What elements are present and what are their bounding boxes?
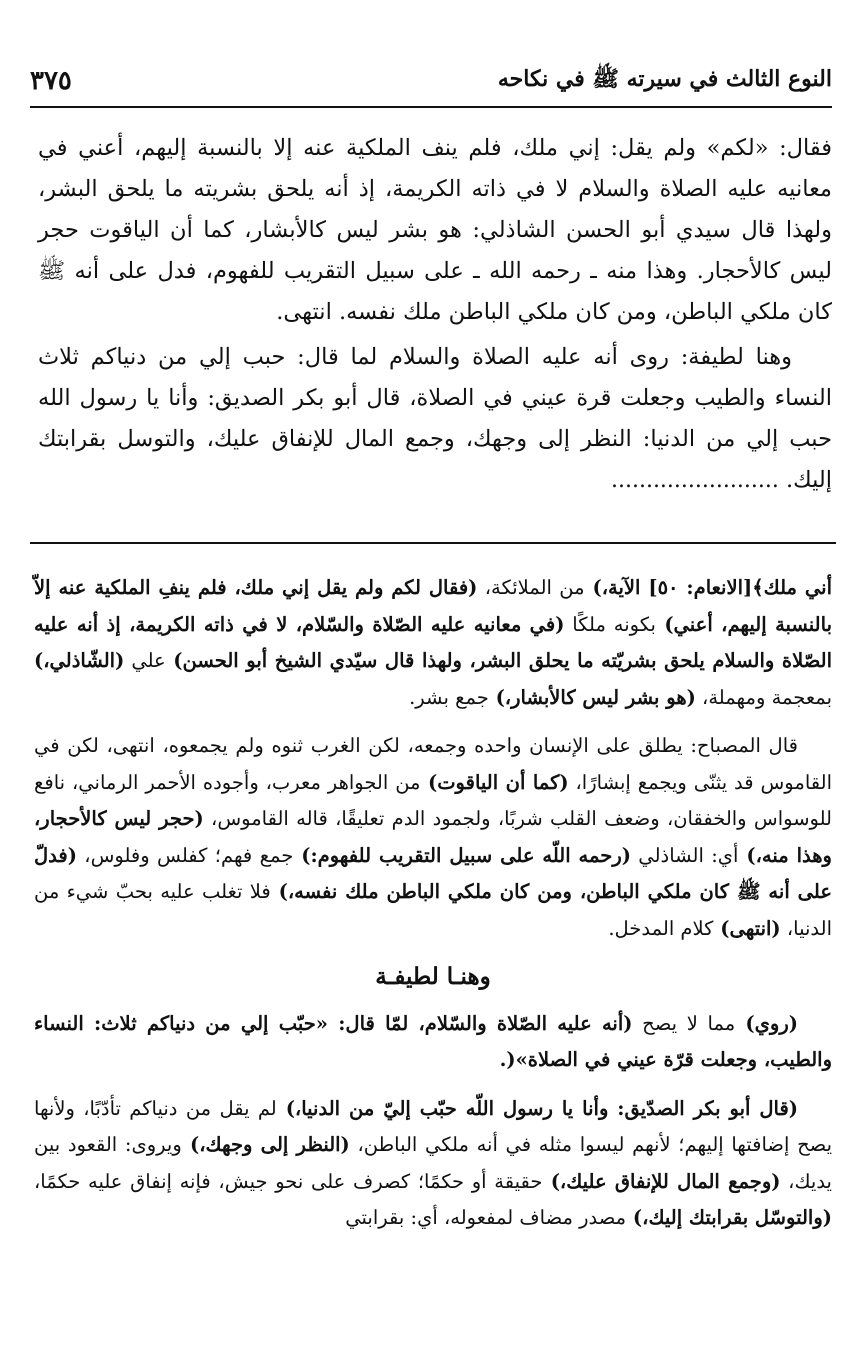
commentary-text-segment: بكونه ملكًا [564,612,656,636]
main-paragraph-1: فقال: «لكم» ولم يقل: إني ملك، فلم ينف الملكية عنه إلا بالنسبة إليهم، أعني في معانيه عليه الصلاة والسلام لا في ذاته الكريمة، إذ أنه يلحق بشريته ما يلحق البشر، ولهذا قال سيدي أبو الحسن الشاذلي: هو بشر ليس كالأبشار، كما أن الياقوت حجر ليس كالأحجار. وهذا منه ـ رحمه الله ـ على سبيل التقريب للفهوم، فدل على أنه ﷺ كان ملكي الباطن، ومن كان ملكي الباطن ملك نفسه. انتهى. [38,135,832,325]
footnote-separator [30,542,836,544]
quoted-text-segment: (فدلّ على أنه ﷺ كان ملكي الباطن، ومن كان ملكي الباطن ملك نفسه،) [34,843,832,903]
quoted-text-segment: (قال أبو بكر الصدّيق: وأنا يا رسول اللّه حبّب إليّ من الدنيا،) [276,1096,798,1120]
commentary-text-segment: قال المصباح: يطلق على الإنسان واحده وجمعه، لكن الغرب ثنوه ولم يجمعوه، انتهى، لكن في القاموس قد يثنّى ويجمع إبشارًا، [34,734,832,794]
commentary-text-segment: ويروى: القعود بين يديك، [34,1133,832,1193]
quoted-text-segment: (رحمه اللّه على سبيل التقريب للفهوم:) [293,843,631,867]
quoted-text-segment: (النظر إلى وجهك،) [181,1133,350,1156]
commentary-text-segment: بمعجمة ومهملة، [695,685,832,709]
commentary-paragraph-2 [34,728,832,947]
quoted-text-segment: (أنه عليه الصّلاة والسّلام، لمّا قال: «حبّب إلي من دنياكم ثلاث: النساء والطيب، وجعلت قرّة عيني في الصلاة»(. [34,1011,832,1071]
commentary-block [34,570,832,1237]
trailing-dots: ........................ [610,468,779,493]
quoted-text-segment: (هو بشر ليس كالأبشار،) [488,685,696,709]
commentary-text-segment: حقيقة أو حكمًا؛ كصرف على نحو جيش، فإنه إنفاق عليه حكمًا، [34,1169,543,1193]
commentary-text-segment: مما لا يصح [632,1011,736,1035]
commentary-text-segment: جمع بشر. [409,685,489,709]
commentary-text-segment: أي: الشاذلي [630,843,739,867]
quoted-text-segment: (وجمع المال للإنفاق عليك،) [542,1169,781,1193]
main-text-block [38,128,832,501]
commentary-paragraph-4 [34,1091,832,1237]
main-paragraph-2 [38,337,832,501]
running-title: النوع الثالث في سيرته ﷺ في نكاحه [497,66,832,92]
section-subheading: وهنـا لطيفـة [375,963,491,990]
quoted-text-segment: (انتهى) [713,916,781,940]
quoted-text-segment: (والتوسّل بقرابتك إليك،) [626,1206,832,1229]
commentary-paragraph-1 [34,570,832,716]
quoted-text-segment: أني ملك﴾[الانعام: ٥٠] الآية،) [584,576,833,599]
quoted-text-segment: (حجر ليس كالأحجار، وهذا منه،) [34,807,832,867]
commentary-text-segment: من الجواهر معرب، وأجوده الأحمر الرماني، نافع للوسواس والخفقان، وضعف القلب شربًا، ولجمود الدم تعليقًا، قاله القاموس، [34,770,832,830]
commentary-paragraph-3 [34,1006,832,1079]
commentary-text-segment: من الملائكة، [477,576,585,599]
quoted-text-segment: (روي) [735,1011,798,1035]
commentary-text-segment: علي [124,649,166,672]
main-paragraph-2-text: وهنا لطيفة: روى أنه عليه الصلاة والسلام لما قال: حبب إلي من دنياكم ثلاث النساء والطيب وجعلت قرة عيني في الصلاة، قال أبو بكر الصديق: وأنا يا رسول الله حبب إلي من الدنيا: النظر إلى وجهك، وجمع المال للإنفاق عليك، والتوسل بقرابتك إليك. [38,344,832,493]
quoted-text-segment: (في معانيه عليه الصّلاة والسّلام، لا في ذاته الكريمة، إذ أنه عليه الصّلاة والسلام يلحق بشريّته ما يحلق البشر، ولهذا قال سيّدي الشيخ أبو الحسن) [34,612,833,672]
page-number: ٣٧٥ [30,66,72,96]
commentary-text-segment: مصدر مضاف لمفعوله، أي: بقرابتي [345,1206,627,1229]
commentary-text-segment: لم يقل من دنياكم تأدّبًا، ولأنها يصح إضافتها إليهم؛ لأنهم ليسوا مثله في أنه ملكي الباطن، [34,1096,833,1156]
commentary-text-segment: كلام المدخل. [608,916,714,940]
commentary-text-segment: فلا تغلب عليه بحبّ شيء من الدنيا، [34,880,832,940]
page-header [30,56,832,108]
commentary-text-segment: جمع فهم؛ كفلس وفلوس، [76,843,294,867]
quoted-text-segment: (فقال لكم ولم يقل إني ملك، فلم ينفِ الملكية عنه إلاّ بالنسبة إليهم، أعني) [34,576,832,636]
quoted-text-segment: (الشّاذلي،) [34,649,125,672]
quoted-text-segment: (كما أن الياقوت) [420,770,569,794]
